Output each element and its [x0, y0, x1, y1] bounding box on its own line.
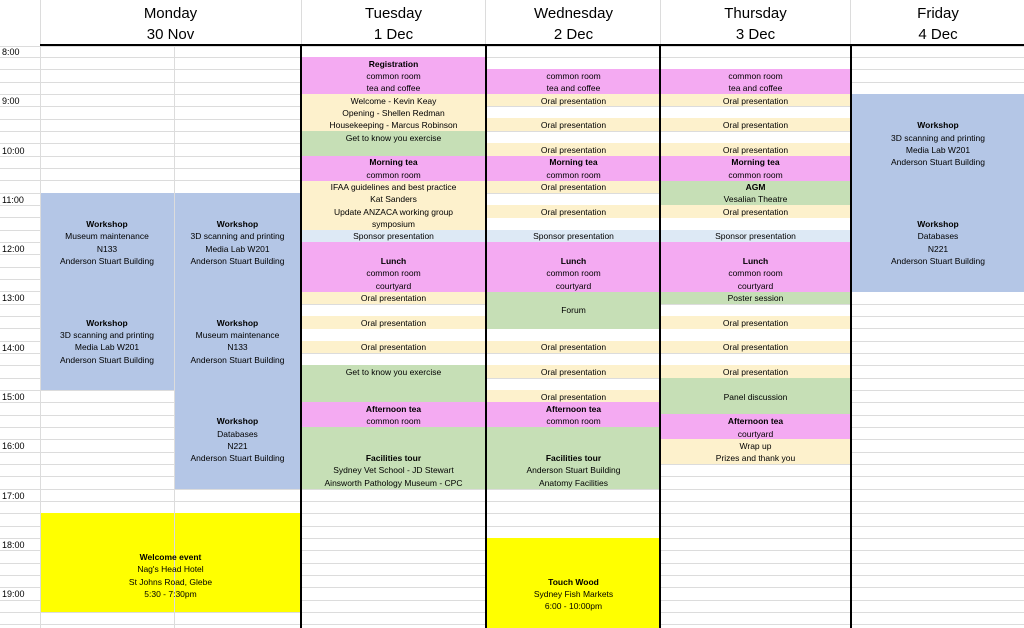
wed-oral-presentation: Oral presentation: [540, 145, 607, 155]
thu-vesalian: Vesalian Theatre: [723, 194, 788, 204]
monday-workshop-topic: 3D scanning and printing: [59, 330, 155, 340]
monday-workshop-title: Workshop: [216, 416, 259, 426]
fri-workshop-building: Anderson Stuart Building: [890, 157, 986, 167]
wed-afternoon-tea: Afternoon tea: [545, 404, 602, 414]
day-header-friday: [852, 0, 1024, 44]
thu-afternoon-tea-location: courtyard: [737, 429, 774, 439]
day-date: 2 Dec: [553, 26, 594, 43]
thu-lunch-location: common room: [728, 268, 783, 278]
time-label: 8:00: [2, 47, 20, 57]
tue-oral-presentation: Oral presentation: [360, 318, 427, 328]
tue-registration: Registration: [368, 59, 419, 69]
welcome-event-address: St Johns Road, Glebe: [128, 577, 213, 587]
monday-workshop-room: Media Lab W201: [74, 342, 140, 352]
tue-housekeeping: Housekeeping - Marcus Robinson: [329, 120, 458, 130]
fri-workshop-title: Workshop: [917, 219, 959, 229]
welcome-event-title: Welcome event: [139, 552, 202, 562]
wed-lunch: Lunch: [560, 256, 587, 266]
wed-common-room: common room: [546, 71, 601, 81]
thu-oral-presentation: Oral presentation: [722, 367, 789, 377]
thu-panel-discussion: Panel discussion: [723, 392, 788, 402]
monday-workshop-building: Anderson Stuart Building: [59, 256, 155, 266]
time-label: 16:00: [2, 441, 25, 451]
monday-workshop-topic: Museum maintenance: [65, 231, 149, 241]
day-column-divider: [485, 44, 487, 628]
fri-workshop-room: Media Lab W201: [905, 145, 971, 155]
day-name: Monday: [143, 5, 198, 22]
tue-lunch: Lunch: [380, 256, 407, 266]
time-label: 10:00: [2, 146, 25, 156]
tue-symposium: symposium: [372, 219, 415, 229]
thu-common-room: common room: [728, 71, 783, 81]
monday-workshop-room: N133: [96, 244, 118, 254]
tue-welcome: Welcome - Kevin Keay: [350, 96, 437, 106]
monday-workshop-title: Workshop: [86, 219, 128, 229]
wed-oral-presentation: Oral presentation: [540, 367, 607, 377]
monday-workshop-building: Anderson Stuart Building: [190, 453, 285, 463]
tue-facilities-tour: Facilities tour: [365, 453, 422, 463]
day-header-thursday: [661, 0, 850, 44]
fri-workshop-topic: 3D scanning and printing: [890, 133, 986, 143]
time-label: 9:00: [2, 96, 20, 106]
wed-oral-presentation: Oral presentation: [540, 182, 607, 192]
thu-prizes: Prizes and thank you: [715, 453, 796, 463]
welcome-event-time: 5:30 - 7:30pm: [144, 589, 197, 599]
thu-agm: AGM: [745, 182, 766, 192]
fri-workshop-topic: Databases: [917, 231, 959, 241]
day-date: 3 Dec: [735, 26, 776, 43]
monday-workshop-title: Workshop: [216, 219, 259, 229]
tue-morning-tea-location: common room: [366, 170, 421, 180]
monday-workshop-topic: 3D scanning and printing: [190, 231, 285, 241]
tue-opening: Opening - Shellen Redman: [342, 108, 445, 118]
tue-lunch-location: courtyard: [375, 281, 412, 291]
thu-oral-presentation: Oral presentation: [722, 145, 789, 155]
thu-morning-tea: Morning tea: [731, 157, 780, 167]
touch-wood-venue: Sydney Fish Markets: [533, 589, 614, 599]
welcome-event-venue: Nag's Head Hotel: [137, 564, 204, 574]
wed-forum: Forum: [561, 305, 586, 315]
time-label: 15:00: [2, 392, 25, 402]
fri-workshop-title: Workshop: [917, 120, 959, 130]
row-line: [0, 57, 1024, 58]
thu-oral-presentation: Oral presentation: [722, 318, 789, 328]
monday-workshop-building: Anderson Stuart Building: [59, 355, 155, 365]
day-name: Friday: [917, 5, 959, 22]
day-column-divider: [659, 44, 661, 628]
wed-sponsor: Sponsor presentation: [533, 231, 614, 241]
tue-morning-tea: Morning tea: [369, 157, 418, 167]
wed-facilities-tour: Facilities tour: [545, 453, 602, 463]
monday-workshop-topic: Museum maintenance: [195, 330, 280, 340]
tue-sponsor: Sponsor presentation: [353, 231, 434, 241]
wed-oral-presentation: Oral presentation: [540, 342, 607, 352]
time-label: 11:00: [2, 195, 24, 205]
tue-kat: Kat Sanders: [370, 194, 417, 204]
thu-morning-tea-location: common room: [728, 170, 783, 180]
wed-oral-presentation: Oral presentation: [540, 392, 607, 402]
fri-workshop-building: Anderson Stuart Building: [890, 256, 986, 266]
time-label: 12:00: [2, 244, 25, 254]
day-header-monday: [40, 0, 301, 44]
fri-workshop-room: N221: [927, 244, 949, 254]
thu-poster-session: Poster session: [727, 293, 784, 303]
day-name: Thursday: [724, 5, 787, 22]
thu-oral-presentation: Oral presentation: [722, 120, 789, 130]
day-date: 30 Nov: [146, 26, 195, 43]
thu-oral-presentation: Oral presentation: [722, 96, 789, 106]
touch-wood-time: 6:00 - 10:00pm: [544, 601, 603, 611]
day-date: 4 Dec: [918, 26, 958, 43]
day-name: Tuesday: [365, 5, 422, 22]
monday-workshop-title: Workshop: [86, 318, 128, 328]
monday-workshop-building: Anderson Stuart Building: [190, 355, 285, 365]
thu-lunch-location: courtyard: [737, 281, 774, 291]
thu-tea-coffee: tea and coffee: [728, 83, 783, 93]
monday-workshop-title: Workshop: [216, 318, 259, 328]
tue-afternoon-tea-location: common room: [366, 416, 421, 426]
time-label: 18:00: [2, 540, 25, 550]
monday-workshop-room: N221: [227, 441, 248, 451]
tue-tea-coffee: tea and coffee: [366, 83, 421, 93]
time-label: 17:00: [2, 491, 25, 501]
wed-afternoon-tea-location: common room: [546, 416, 601, 426]
row-line: [0, 46, 1024, 47]
thu-oral-presentation: Oral presentation: [722, 207, 789, 217]
monday-workshop-room: N133: [227, 342, 248, 352]
tue-lunch-location: common room: [366, 268, 421, 278]
tue-common-room: common room: [366, 71, 421, 81]
day-header-wednesday: [487, 0, 660, 44]
wed-oral-presentation: Oral presentation: [540, 96, 607, 106]
thu-lunch: Lunch: [742, 256, 769, 266]
tue-ifaa: IFAA guidelines and best practice: [330, 182, 457, 192]
tue-anzaca: Update ANZACA working group: [333, 207, 454, 217]
column-line: [850, 0, 851, 44]
column-line: [40, 0, 41, 628]
wed-oral-presentation: Oral presentation: [540, 120, 607, 130]
tue-get-to-know-2: Get to know you exercise: [345, 367, 442, 377]
tue-ainsworth: Ainsworth Pathology Museum - CPC: [324, 478, 463, 488]
day-name: Wednesday: [534, 5, 613, 22]
touch-wood-title: Touch Wood: [548, 577, 599, 587]
wed-lunch-location: courtyard: [555, 281, 592, 291]
wed-morning-tea: Morning tea: [549, 157, 598, 167]
monday-workshop-room: Media Lab W201: [205, 244, 270, 254]
tue-vet-school: Sydney Vet School - JD Stewart: [333, 465, 454, 475]
day-header-tuesday: [302, 0, 485, 44]
tue-get-to-know: Get to know you exercise: [345, 133, 442, 143]
column-line: [485, 0, 486, 44]
wed-anderson-stuart: Anderson Stuart Building: [526, 465, 621, 475]
wed-lunch-location: common room: [546, 268, 601, 278]
tue-afternoon-tea: Afternoon tea: [365, 404, 422, 414]
wed-tea-coffee: tea and coffee: [546, 83, 601, 93]
thu-wrap-up: Wrap up: [739, 441, 772, 451]
wed-morning-tea-location: common room: [546, 170, 601, 180]
row-line: [0, 501, 1024, 502]
day-date: 1 Dec: [373, 26, 414, 43]
thu-afternoon-tea: Afternoon tea: [727, 416, 784, 426]
time-label: 13:00: [2, 293, 25, 303]
monday-workshop-building: Anderson Stuart Building: [190, 256, 285, 266]
wed-anatomy: Anatomy Facilities: [539, 478, 608, 488]
tue-oral-presentation: Oral presentation: [360, 342, 427, 352]
tue-oral-presentation: Oral presentation: [360, 293, 427, 303]
monday-workshop-topic: Databases: [217, 429, 258, 439]
time-label: 19:00: [2, 589, 25, 599]
wed-oral-presentation: Oral presentation: [540, 207, 607, 217]
thu-oral-presentation: Oral presentation: [722, 342, 789, 352]
time-label: 14:00: [2, 343, 25, 353]
thu-sponsor: Sponsor presentation: [715, 231, 796, 241]
